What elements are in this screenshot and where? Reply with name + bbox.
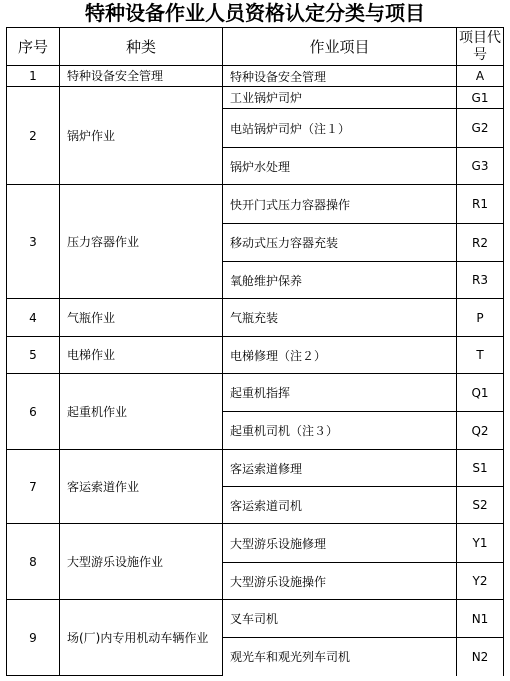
cell-item: 快开门式压力容器操作 [223,185,457,224]
table-row [7,87,504,109]
qualification-table [6,27,504,676]
cell-item: 氧舱维护保养 [223,262,457,299]
cell-category: 客运索道作业 [60,450,223,524]
table-row [7,337,504,374]
cell-category: 锅炉作业 [60,87,223,185]
cell-no: 9 [7,600,60,676]
cell-item: 移动式压力容器充装 [223,224,457,262]
cell-item: 特种设备安全管理 [223,66,457,87]
cell-no: 5 [7,337,60,374]
cell-no: 3 [7,185,60,299]
cell-code: T [457,337,504,374]
cell-code: Q1 [457,374,504,412]
cell-no: 1 [7,66,60,87]
cell-code: Q2 [457,412,504,450]
table-body [7,66,504,676]
cell-item: 大型游乐设施修理 [223,524,457,563]
cell-item: 电梯修理（注２） [223,337,457,374]
cell-code: Y2 [457,563,504,600]
cell-category: 电梯作业 [60,337,223,374]
cell-category: 特种设备安全管理 [60,66,223,87]
cell-item: 起重机指挥 [223,374,457,412]
cell-code: G1 [457,87,504,109]
cell-code: N1 [457,600,504,638]
cell-item: 锅炉水处理 [223,148,457,185]
cell-category: 大型游乐设施作业 [60,524,223,600]
cell-category: 压力容器作业 [60,185,223,299]
cell-item: 客运索道修理 [223,450,457,487]
table-row [7,600,504,638]
cell-code: Y1 [457,524,504,563]
header-category: 种类 [60,28,223,66]
cell-no: 8 [7,524,60,600]
table-header-row [7,28,504,66]
cell-category: 场(厂)内专用机动车辆作业 [60,600,223,676]
cell-category: 起重机作业 [60,374,223,450]
header-code: 项目代号 [457,28,504,66]
cell-item: 叉车司机 [223,600,457,638]
cell-code: R2 [457,224,504,262]
cell-no: 6 [7,374,60,450]
cell-no: 7 [7,450,60,524]
cell-item: 电站锅炉司炉（注１） [223,109,457,148]
page-title: 特种设备作业人员资格认定分类与项目 [85,1,425,25]
cell-item: 起重机司机（注３） [223,412,457,450]
cell-code: S2 [457,487,504,524]
cell-code: A [457,66,504,87]
cell-item: 大型游乐设施操作 [223,563,457,600]
cell-code: G2 [457,109,504,148]
table-row [7,374,504,412]
cell-item: 客运索道司机 [223,487,457,524]
cell-category: 气瓶作业 [60,299,223,337]
header-item: 作业项目 [223,28,457,66]
cell-code: P [457,299,504,337]
cell-no: 4 [7,299,60,337]
table-row [7,66,504,87]
cell-no: 2 [7,87,60,185]
cell-code: R1 [457,185,504,224]
cell-code: R3 [457,262,504,299]
cell-code: N2 [457,638,504,676]
table-row [7,185,504,224]
cell-item: 工业锅炉司炉 [223,87,457,109]
cell-item: 观光车和观光列车司机 [223,638,457,676]
table-row [7,450,504,487]
cell-code: G3 [457,148,504,185]
table-row [7,524,504,563]
cell-code: S1 [457,450,504,487]
header-no: 序号 [7,28,60,66]
cell-item: 气瓶充装 [223,299,457,337]
table-row [7,299,504,337]
